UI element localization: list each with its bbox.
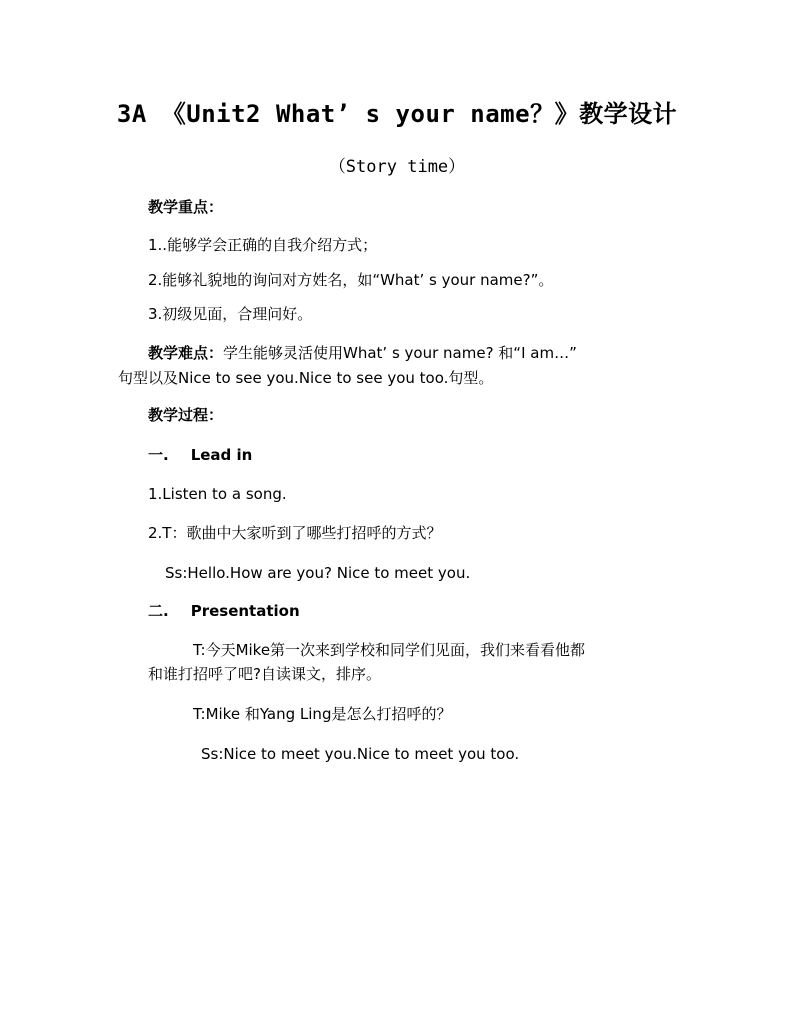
section-2-paragraph-3: Ss:Nice to meet you.Nice to meet you too.: [201, 745, 520, 763]
difficulty-label: 教学难点：: [148, 344, 224, 362]
section-1-item: 1.Listen to a song.: [148, 485, 287, 503]
process-heading: 教学过程：: [148, 406, 224, 424]
section-2-paragraph-1: T:今天Mike第一次来到学校和同学们见面，我们来看看他都: [193, 641, 586, 659]
key-points-heading: 教学重点：: [148, 198, 224, 216]
section-1-heading: [148, 445, 252, 465]
section-1-title: Lead in: [190, 446, 253, 464]
section-1-number: 一.: [148, 446, 169, 464]
difficulty-text: 学生能够灵活使用What’ s your name? 和“I am…”: [223, 344, 577, 362]
key-point-item: 3.初级见面，合理问好。: [148, 305, 313, 323]
difficulty-paragraph: [148, 343, 577, 363]
key-point-item: 2.能够礼貌地的询问对方姓名，如“What’ s your name?”。: [148, 271, 554, 289]
section-2-paragraph-1-continued: 和谁打招呼了吧?自读课文，排序。: [148, 665, 381, 683]
section-2-paragraph-2: T:Mike 和Yang Ling是怎么打招呼的？: [193, 705, 452, 723]
document-title: 3A 《Unit2 What’ s your name？》教学设计: [116, 100, 678, 128]
document-subtitle: （Story time）: [328, 157, 466, 177]
key-point-item: 1..能够学会正确的自我介绍方式；: [148, 236, 378, 254]
section-2-number: 二.: [148, 602, 169, 620]
section-1-item: Ss:Hello.How are you? Nice to meet you.: [165, 564, 471, 582]
section-2-title: Presentation: [190, 602, 300, 620]
section-1-item: 2.T：歌曲中大家听到了哪些打招呼的方式？: [148, 524, 442, 542]
section-2-heading: [148, 601, 300, 621]
difficulty-text-continued: 句型以及Nice to see you.Nice to see you too.句型。: [118, 369, 494, 387]
